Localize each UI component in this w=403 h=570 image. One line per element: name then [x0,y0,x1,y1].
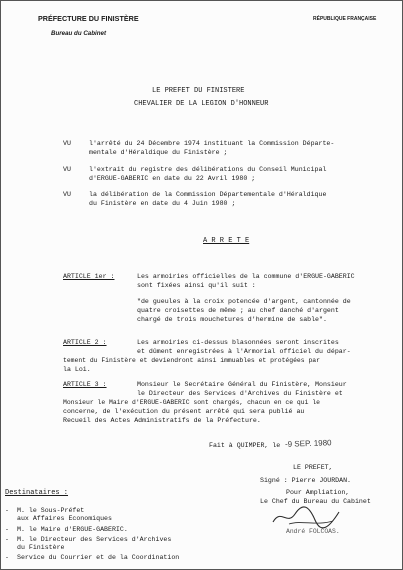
article-line: et dûment enregistrées à l'Armorial officiel du dépar- [137,348,351,355]
date-line: Fait à QUIMPER, le [209,442,281,449]
bureau-label: Bureau du Cabinet [51,30,107,37]
article-label: ARTICLE 2 : [63,339,107,346]
prefecture-heading: PRÉFECTURE DU FINISTÈRE [38,14,139,23]
article-line: sont fixées ainsi qu'il suit : [137,282,256,289]
date-stamp: -9 SEP. 1980 [284,438,332,449]
arrete-heading: A R R E T E [203,237,250,245]
destinataire-line: aux Affaires Economiques [17,515,112,522]
considerant-line: l'arrêté du 24 Décembre 1974 instituant la Commission Départe- [89,140,335,147]
considerant-line: la délibération de la Commission Départementale d'Héraldique [89,191,327,198]
destinataire-line: M. le Sous-Préfet [17,507,85,514]
article-quote-line: quatre croisettes de même ; au chef danché d'argent [137,307,339,314]
signature-signed: Signé : Pierre JOURDAN. [260,477,352,484]
destinataire-bullet: - [5,536,9,543]
signatory-name: André FOLCOAS. [286,528,340,535]
article-line: concerne, de l'exécution du présent arrêté qui sera publié au [63,408,305,415]
article-line: tement du Finistère et deviendront ainsi immuables et protégées par [63,357,320,364]
article-line: Recueil des Actes Administratifs de la Préfecture. [63,417,261,424]
destinataire-line: du Finistère [17,544,65,551]
handwritten-signature [269,504,349,530]
destinataire-bullet: - [5,507,9,514]
article-label: ARTICLE 3 : [63,381,107,388]
considerant-marker: VU [63,140,71,147]
article-line: Monsieur le Secrétaire Général du Finistère, Monsieur [137,381,347,388]
destinataire-line: M. le Directeur des Services d'Archives [17,536,172,543]
ampliation-line-2: Le Chef du Bureau du Cabinet [260,498,371,505]
considerant-line: du Finistère en date du 4 Juin 1980 ; [89,200,236,207]
destinataire-bullet: - [5,554,9,561]
article-line: Les armoiries officielles de la commune d'ERGUE-GABERIC [137,273,355,280]
republic-label: RÉPUBLIQUE FRANÇAISE [313,16,377,22]
considerant-marker: VU [63,191,71,198]
destinataire-bullet: - [5,526,9,533]
article-line: Monsieur le Maire d'ERGUE-GABERIC sont chargés, chacun en ce qui le [63,399,320,406]
article-line: Les armoiries ci-dessus blasonnées seront inscrites [137,339,339,346]
signature-title: LE PREFET, [293,464,333,471]
ampliation-line-1: Pour Ampliation, [286,489,350,496]
article-quote-line: "de gueules à la croix potencée d'argent, cantonnée de [137,298,351,305]
article-line: la Loi. [63,366,91,373]
article-quote-line: chargé de trois mouchetures d'hermine de sable". [137,316,327,323]
considerant-line: d'ERGUE-GABERIC en date du 22 Avril 1980 ; [89,175,256,182]
destinataire-line: Service du Courrier et de la Coordination [17,554,180,561]
considerant-line: mentale d'Héraldique du Finistère ; [89,149,228,156]
considerant-line: l'extrait du registre des délibérations du Conseil Municipal [89,166,327,173]
title-line-1: LE PREFET DU FINISTERE [152,87,245,95]
article-line: le Directeur des Services d'Archives du Finistère et [137,390,343,397]
destinataires-heading: Destinataires : [5,489,69,497]
title-line-2: CHEVALIER DE LA LEGION D'HONNEUR [134,100,269,108]
considerant-marker: VU [63,166,71,173]
destinataire-line: M. le Maire d'ERGUE-GABERIC. [17,526,128,533]
article-label: ARTICLE 1er : [63,273,115,280]
